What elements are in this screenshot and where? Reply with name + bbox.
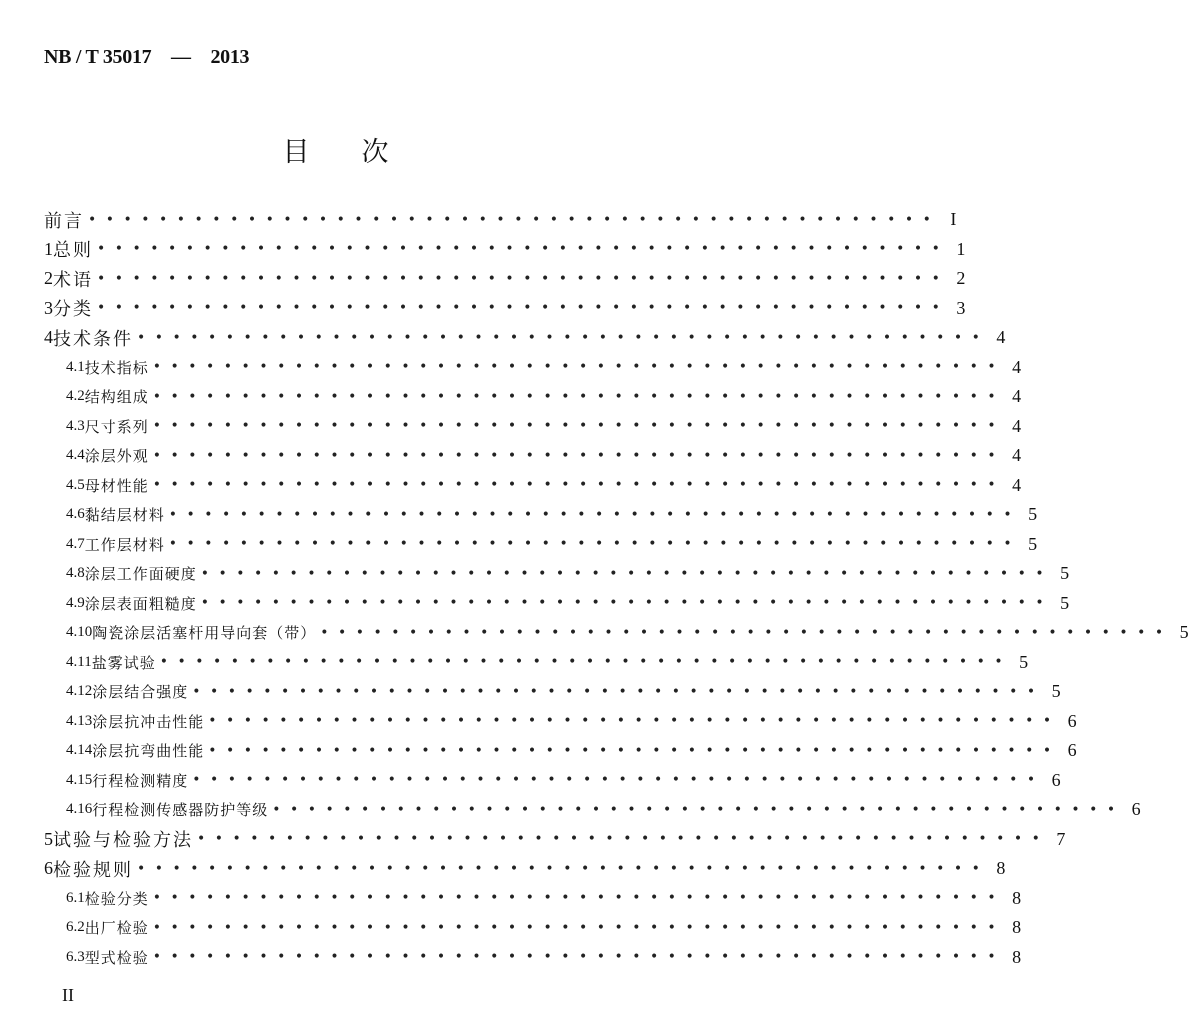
toc-entry-label: 试验与检验方法 bbox=[53, 830, 193, 852]
toc-entry[interactable] bbox=[44, 795, 1141, 825]
toc-entry-label: 涂层结合强度 bbox=[92, 683, 189, 702]
toc-entry-page: 2 bbox=[956, 268, 966, 289]
toc-entry-page: 8 bbox=[1012, 917, 1022, 938]
toc-entry-page: 5 bbox=[1060, 592, 1070, 613]
toc-entry-label: 涂层抗冲击性能 bbox=[92, 712, 205, 731]
toc-entry-number: 6.1 bbox=[66, 889, 85, 906]
toc-entry[interactable] bbox=[44, 382, 1022, 412]
dot-leader: •••••••••••••••••••••••••••••••••••••••••••••••• bbox=[152, 890, 1006, 907]
toc-entry-label: 陶瓷涂层活塞杆用导向套（带） bbox=[92, 624, 317, 643]
toc-entry-number: 4.16 bbox=[66, 801, 93, 818]
dot-leader: •••••••••••••••••••••••••••••••••••••••••••••••• bbox=[97, 270, 950, 287]
dot-leader: •••••••••••••••••••••••••••••••••••••••••••••••• bbox=[152, 949, 1006, 966]
toc-entry-page: 4 bbox=[1012, 474, 1022, 495]
toc-entry[interactable] bbox=[44, 943, 1022, 973]
toc-entry-label: 涂层表面粗糙度 bbox=[84, 594, 197, 613]
toc-entry-label: 母材性能 bbox=[84, 476, 149, 495]
toc-entry-number: 4.8 bbox=[66, 565, 85, 582]
dot-leader: •••••••••••••••••••••••••••••••••••••••••••••••• bbox=[192, 683, 1045, 700]
toc-entry-label: 技术条件 bbox=[53, 328, 133, 350]
toc-entry-label: 结构组成 bbox=[84, 388, 149, 407]
toc-entry[interactable] bbox=[44, 205, 957, 235]
toc-entry[interactable] bbox=[44, 825, 1066, 855]
dot-leader: •••••••••••••••••••••••••••••••••••••••••••••••• bbox=[208, 742, 1061, 759]
toc-entry-page: 4 bbox=[1012, 386, 1022, 407]
toc-entry-page: 8 bbox=[1012, 946, 1022, 967]
toc-entry-label: 涂层抗弯曲性能 bbox=[92, 742, 205, 761]
toc-entry-number: 4.2 bbox=[66, 388, 85, 405]
dot-leader: •••••••••••••••••••••••••••••••••••••••••••••••• bbox=[200, 595, 1054, 612]
toc-entry-label: 涂层外观 bbox=[84, 447, 149, 466]
toc-entry-page: 5 bbox=[1019, 651, 1029, 672]
toc-entry-number: 1 bbox=[44, 238, 53, 259]
toc-entry-label: 检验规则 bbox=[53, 859, 133, 881]
toc-entry[interactable] bbox=[44, 559, 1070, 589]
dot-leader: •••••••••••••••••••••••••••••••••••••••••••••••• bbox=[97, 300, 950, 317]
toc-entry-page: 6 bbox=[1067, 710, 1077, 731]
toc-entry-number: 6 bbox=[44, 858, 53, 879]
toc-entry[interactable] bbox=[44, 500, 1038, 530]
dot-leader: •••••••••••••••••••••••••••••••••••••••••••••••• bbox=[168, 506, 1022, 523]
toc-entry-number: 4.1 bbox=[66, 358, 85, 375]
toc-entry-number: 3 bbox=[44, 297, 53, 318]
standard-code: NB / T 35017 — 2013 bbox=[44, 46, 250, 68]
toc-entry-number: 6.3 bbox=[66, 948, 85, 965]
toc-entry-number: 4.14 bbox=[66, 742, 93, 759]
toc-entry[interactable] bbox=[44, 412, 1022, 442]
dot-leader: •••••••••••••••••••••••••••••••••••••••••••••••• bbox=[152, 919, 1006, 936]
toc-entry-page: 3 bbox=[956, 297, 966, 318]
toc-entry-page: 5 bbox=[1028, 504, 1038, 525]
toc-entry-label: 行程检测精度 bbox=[92, 771, 189, 790]
toc-entry-number: 4.7 bbox=[66, 535, 85, 552]
dot-leader: •••••••••••••••••••••••••••••••••••••••••••••••• bbox=[200, 565, 1054, 582]
dot-leader: •••••••••••••••••••••••••••••••••••••••••••••••• bbox=[272, 801, 1125, 818]
toc-entry-number: 4.12 bbox=[66, 683, 93, 700]
toc-entry[interactable] bbox=[44, 235, 966, 265]
toc-entry-label: 黏结层材料 bbox=[84, 506, 165, 525]
toc-entry-page: 8 bbox=[996, 858, 1006, 879]
toc-entry-page: 4 bbox=[1012, 415, 1022, 436]
dot-leader: •••••••••••••••••••••••••••••••••••••••••••••••• bbox=[88, 211, 941, 228]
toc-entry-label: 技术指标 bbox=[84, 358, 149, 377]
toc-entry[interactable] bbox=[44, 530, 1038, 560]
toc-entry-label: 检验分类 bbox=[84, 889, 149, 908]
toc-entry-number: 2 bbox=[44, 268, 53, 289]
toc-entry-number: 4.11 bbox=[66, 653, 92, 670]
toc-entry[interactable] bbox=[44, 589, 1070, 619]
toc-entry-page: 4 bbox=[1012, 445, 1022, 466]
toc-entry-number: 4.15 bbox=[66, 771, 93, 788]
toc-entry-label: 总则 bbox=[53, 240, 93, 262]
toc-entry[interactable] bbox=[44, 677, 1061, 707]
dot-leader: •••••••••••••••••••••••••••••••••••••••••••••••• bbox=[192, 772, 1045, 789]
dot-leader: •••••••••••••••••••••••••••••••••••••••••••••••• bbox=[152, 447, 1006, 464]
toc-entry-page: 8 bbox=[1012, 887, 1022, 908]
toc-entry-number: 5 bbox=[44, 828, 53, 849]
toc-entry-number: 4 bbox=[44, 327, 53, 348]
toc-entry-page: 4 bbox=[996, 327, 1006, 348]
toc-entry[interactable] bbox=[44, 854, 1006, 884]
toc-entry-page: 5 bbox=[1051, 681, 1061, 702]
toc-entry[interactable] bbox=[44, 294, 966, 324]
toc-entry[interactable] bbox=[44, 913, 1022, 943]
toc-entry-page: 5 bbox=[1179, 622, 1189, 643]
toc-entry[interactable] bbox=[44, 736, 1077, 766]
toc-entry-page: 6 bbox=[1131, 799, 1141, 820]
toc-entry[interactable] bbox=[44, 323, 1006, 353]
dot-leader: •••••••••••••••••••••••••••••••••••••••••••••••• bbox=[152, 418, 1006, 435]
toc-entry-number: 4.4 bbox=[66, 447, 85, 464]
toc-entry-page: 6 bbox=[1051, 769, 1061, 790]
toc-entry-label: 分类 bbox=[53, 299, 93, 321]
toc-entry-label: 工作层材料 bbox=[84, 535, 165, 554]
dot-leader: •••••••••••••••••••••••••••••••••••••••••••••••• bbox=[197, 831, 1050, 848]
dot-leader: •••••••••••••••••••••••••••••••••••••••••••••••• bbox=[152, 388, 1006, 405]
toc-entry-label: 尺寸系列 bbox=[84, 417, 149, 436]
toc-entry-number: 4.9 bbox=[66, 594, 85, 611]
toc-entry-number: 6.2 bbox=[66, 919, 85, 936]
toc-entry-number: 4.13 bbox=[66, 712, 93, 729]
toc-entry-number: 4.6 bbox=[66, 506, 85, 523]
toc-entry-number: 4.5 bbox=[66, 476, 85, 493]
toc-entry[interactable] bbox=[44, 353, 1022, 383]
toc-entry[interactable] bbox=[44, 618, 1189, 648]
dot-leader: •••••••••••••••••••••••••••••••••••••••••••••••• bbox=[168, 536, 1022, 553]
dot-leader: •••••••••••••••••••••••••••••••••••••••••••••••• bbox=[152, 359, 1006, 376]
page-title: 目次 bbox=[282, 137, 441, 168]
toc-entry-label: 涂层工作面硬度 bbox=[84, 565, 197, 584]
toc-entry[interactable] bbox=[44, 884, 1022, 914]
dot-leader: •••••••••••••••••••••••••••••••••••••••••••••••• bbox=[159, 654, 1013, 671]
dot-leader: •••••••••••••••••••••••••••••••••••••••••••••••• bbox=[97, 241, 950, 258]
table-of-contents bbox=[44, 205, 1189, 972]
toc-entry-page: 5 bbox=[1060, 563, 1070, 584]
toc-entry[interactable] bbox=[44, 648, 1029, 678]
toc-entry-page: 5 bbox=[1028, 533, 1038, 554]
toc-entry[interactable] bbox=[44, 264, 966, 294]
dot-leader: •••••••••••••••••••••••••••••••••••••••••••••••• bbox=[137, 329, 990, 346]
page-number: II bbox=[62, 985, 74, 1005]
dot-leader: •••••••••••••••••••••••••••••••••••••••••••••••• bbox=[320, 624, 1173, 641]
toc-entry-label: 前言 bbox=[44, 210, 84, 232]
toc-entry[interactable] bbox=[44, 707, 1077, 737]
toc-entry[interactable] bbox=[44, 441, 1022, 471]
toc-entry[interactable] bbox=[44, 766, 1061, 796]
toc-entry-page: 7 bbox=[1056, 828, 1066, 849]
toc-entry-label: 行程检测传感器防护等级 bbox=[92, 801, 269, 820]
toc-entry-number: 4.3 bbox=[66, 417, 85, 434]
toc-entry-page: I bbox=[950, 209, 957, 230]
dot-leader: •••••••••••••••••••••••••••••••••••••••••••••••• bbox=[208, 713, 1061, 730]
toc-entry-number: 4.10 bbox=[66, 624, 93, 641]
toc-entry[interactable] bbox=[44, 471, 1022, 501]
toc-entry-page: 1 bbox=[956, 238, 966, 259]
toc-entry-page: 4 bbox=[1012, 356, 1022, 377]
toc-entry-label: 术语 bbox=[53, 269, 93, 291]
toc-entry-label: 出厂检验 bbox=[84, 919, 149, 938]
dot-leader: •••••••••••••••••••••••••••••••••••••••••••••••• bbox=[152, 477, 1006, 494]
dot-leader: •••••••••••••••••••••••••••••••••••••••••••••••• bbox=[137, 860, 990, 877]
toc-entry-page: 6 bbox=[1067, 740, 1077, 761]
toc-entry-label: 型式检验 bbox=[84, 948, 149, 967]
toc-entry-label: 盐雾试验 bbox=[91, 653, 156, 672]
